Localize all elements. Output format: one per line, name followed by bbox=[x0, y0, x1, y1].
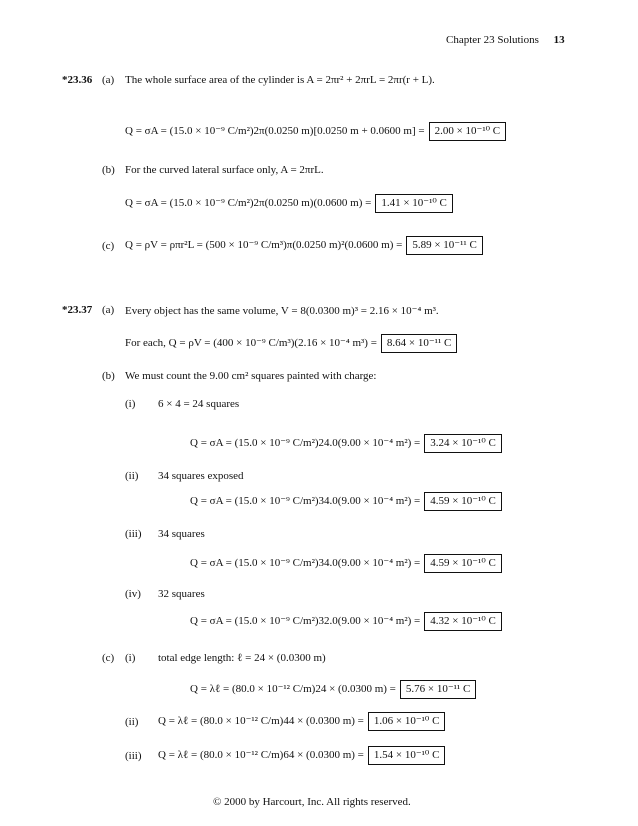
part-text: The whole surface area of the cylinder is A = 2πr² + 2πrL = 2πr(r + L). bbox=[125, 74, 435, 86]
equation-line bbox=[190, 492, 502, 511]
answer-box: 2.00 × 10⁻¹⁰ C bbox=[429, 122, 507, 141]
answer-box: 1.41 × 10⁻¹⁰ C bbox=[375, 194, 453, 213]
equation: Q = λℓ = (80.0 × 10⁻¹² C/m)64 × (0.0300 m) = bbox=[158, 749, 364, 761]
answer-box: 1.06 × 10⁻¹⁰ C bbox=[368, 712, 446, 731]
equation-line bbox=[125, 194, 453, 213]
part-label: (c) bbox=[102, 652, 115, 664]
copyright-footer: © 2000 by Harcourt, Inc. All rights reserved. bbox=[213, 796, 411, 808]
equation: Q = σA = (15.0 × 10⁻⁹ C/m²)34.0(9.00 × 10⁻⁴ m²) = bbox=[190, 557, 421, 569]
equation-line bbox=[190, 434, 502, 453]
part-label: (a) bbox=[102, 74, 115, 86]
problem-number: *23.37 bbox=[62, 304, 93, 316]
part-text: For the curved lateral surface only, A = 2πrL. bbox=[125, 164, 324, 176]
answer-box: 4.32 × 10⁻¹⁰ C bbox=[424, 612, 502, 631]
equation: Q = σA = (15.0 × 10⁻⁹ C/m²)2π(0.0250 m)(0.0600 m) = bbox=[125, 197, 372, 209]
subpart-label: (i) bbox=[125, 398, 136, 410]
equation-line bbox=[125, 236, 483, 255]
answer-box: 5.89 × 10⁻¹¹ C bbox=[406, 236, 482, 255]
equation: For each, Q = ρV = (400 × 10⁻⁹ C/m³)(2.16 × 10⁻⁴ m³) = bbox=[125, 337, 377, 349]
equation-line bbox=[158, 746, 445, 765]
problem-number: *23.36 bbox=[62, 74, 93, 86]
answer-box: 3.24 × 10⁻¹⁰ C bbox=[424, 434, 502, 453]
subpart-text: total edge length: ℓ = 24 × (0.0300 m) bbox=[158, 652, 326, 664]
subpart-text: 34 squares exposed bbox=[158, 470, 244, 482]
answer-box: 4.59 × 10⁻¹⁰ C bbox=[424, 492, 502, 511]
part-label: (c) bbox=[102, 240, 115, 252]
equation: Q = σA = (15.0 × 10⁻⁹ C/m²)34.0(9.00 × 10⁻⁴ m²) = bbox=[190, 495, 421, 507]
page-number: 13 bbox=[553, 34, 565, 46]
answer-box: 5.76 × 10⁻¹¹ C bbox=[400, 680, 476, 699]
part-label: (b) bbox=[102, 164, 115, 176]
equation-line bbox=[125, 122, 506, 141]
equation: Q = σA = (15.0 × 10⁻⁹ C/m²)32.0(9.00 × 10⁻⁴ m²) = bbox=[190, 615, 421, 627]
part-label: (b) bbox=[102, 370, 115, 382]
equation-line bbox=[190, 612, 502, 631]
subpart-label: (iii) bbox=[125, 528, 142, 540]
equation: Q = σA = (15.0 × 10⁻⁹ C/m²)2π(0.0250 m)[0.0250 m + 0.0600 m] = bbox=[125, 125, 425, 137]
part-label: (a) bbox=[102, 304, 115, 316]
equation-line bbox=[190, 680, 476, 699]
subpart-text: 32 squares bbox=[158, 588, 205, 600]
answer-box: 8.64 × 10⁻¹¹ C bbox=[381, 334, 457, 353]
equation: Q = λℓ = (80.0 × 10⁻¹² C/m)24 × (0.0300 m) = bbox=[190, 683, 396, 695]
part-text: Every object has the same volume, V = 8(0.0300 m)³ = 2.16 × 10⁻⁴ m³. bbox=[125, 305, 439, 317]
equation-line bbox=[158, 712, 445, 731]
answer-box: 4.59 × 10⁻¹⁰ C bbox=[424, 554, 502, 573]
answer-box: 1.54 × 10⁻¹⁰ C bbox=[368, 746, 446, 765]
subpart-text: 6 × 4 = 24 squares bbox=[158, 398, 240, 410]
subpart-text: 34 squares bbox=[158, 528, 205, 540]
subpart-label: (ii) bbox=[125, 716, 139, 728]
subpart-label: (ii) bbox=[125, 470, 139, 482]
equation: Q = σA = (15.0 × 10⁻⁹ C/m²)24.0(9.00 × 10⁻⁴ m²) = bbox=[190, 437, 421, 449]
equation-line bbox=[125, 334, 457, 353]
equation-line bbox=[190, 554, 502, 573]
chapter-header bbox=[446, 34, 565, 46]
subpart-label: (iii) bbox=[125, 750, 142, 762]
equation: Q = ρV = ρπr²L = (500 × 10⁻⁹ C/m³)π(0.0250 m)²(0.0600 m) = bbox=[125, 239, 403, 251]
part-text: We must count the 9.00 cm² squares painted with charge: bbox=[125, 370, 377, 382]
equation: Q = λℓ = (80.0 × 10⁻¹² C/m)44 × (0.0300 m) = bbox=[158, 715, 364, 727]
subpart-label: (i) bbox=[125, 652, 136, 664]
chapter-title: Chapter 23 Solutions bbox=[446, 34, 539, 46]
subpart-label: (iv) bbox=[125, 588, 141, 600]
